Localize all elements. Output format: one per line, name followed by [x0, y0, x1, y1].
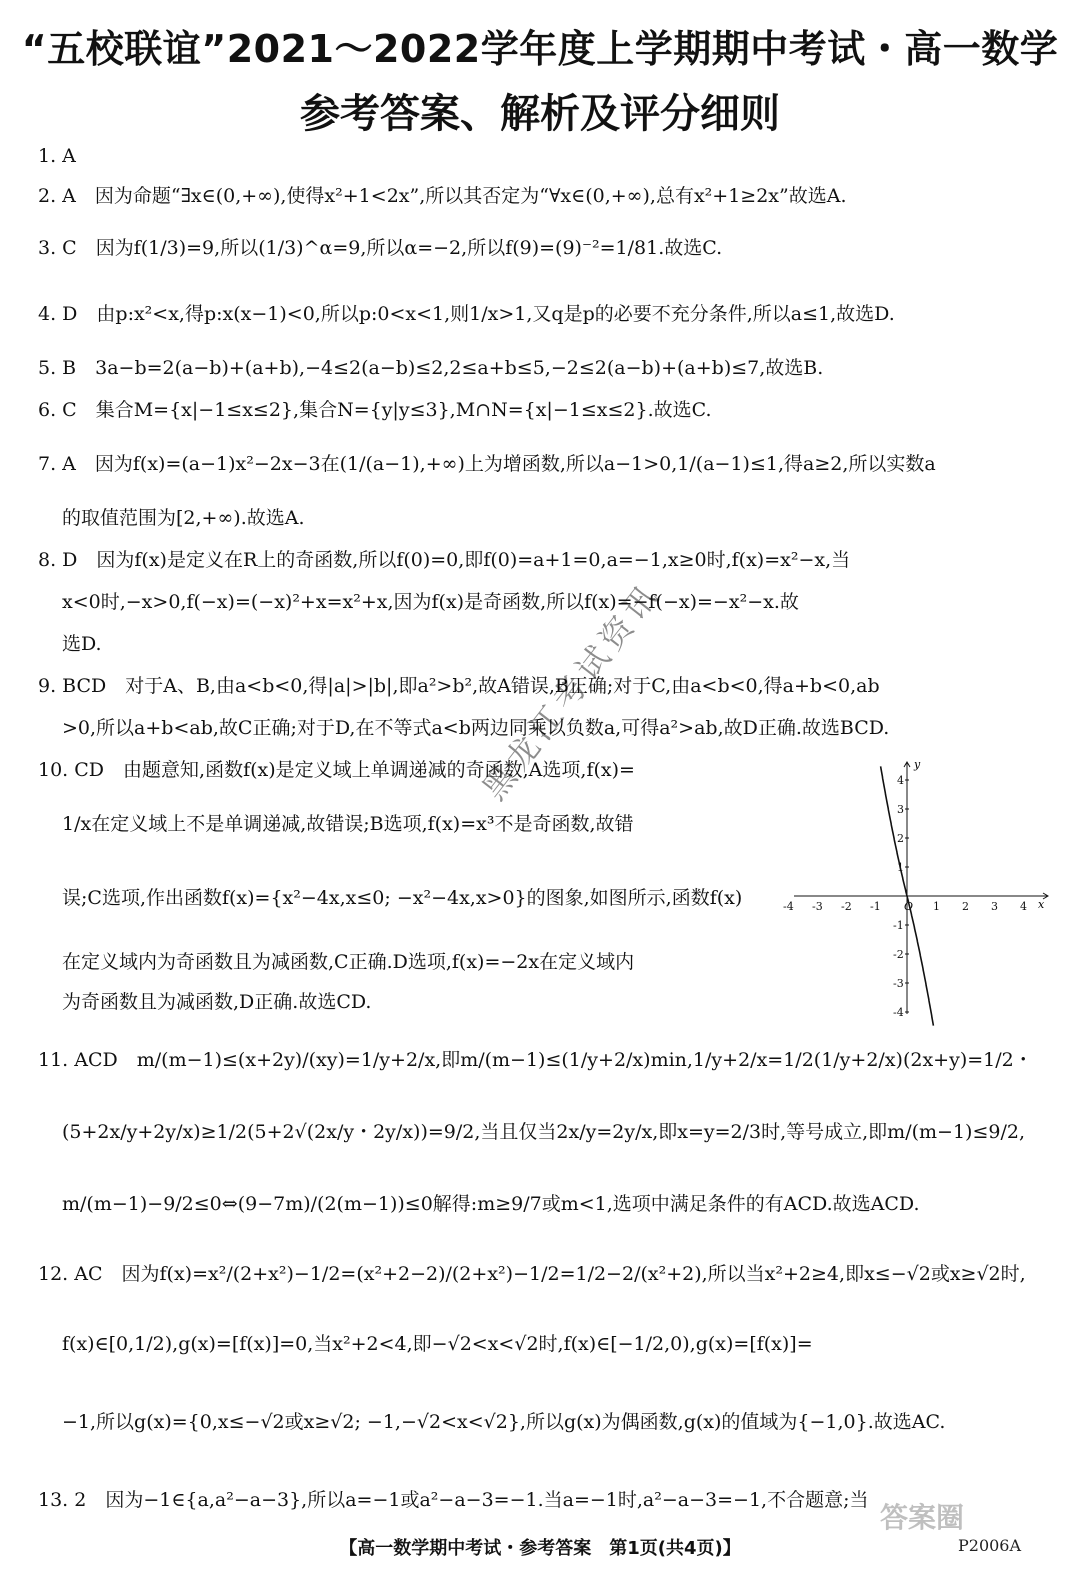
- answer-4: 4. D 由p:x²<x,得p:x(x−1)<0,所以p:0<x<1,则1/x>1,又q是p的必要不充分条件,所以a≤1,故选D.: [38, 303, 895, 325]
- document-title: “五校联谊”2021～2022学年度上学期期中考试・高一数学: [21, 27, 1059, 71]
- y-tick-label: -2: [893, 948, 904, 961]
- y-tick-label: -4: [893, 1006, 904, 1019]
- answer-12: 12. AC 因为f(x)=x²/(2+x²)−1/2=(x²+2−2)/(2+x²)−1/2=1/2−2/(x²+2),所以当x²+2≥4,即x≤−√2或x≥√2时,: [38, 1263, 1026, 1285]
- corner-watermark-stamp: 答案圈: [880, 1501, 965, 1534]
- x-tick-label: 1: [933, 900, 940, 913]
- answer-7-cont: 的取值范围为[2,+∞).故选A.: [62, 507, 305, 529]
- page-footer: 【高一数学期中考试・参考答案 第1页(共4页)】: [339, 1538, 741, 1559]
- y-tick-label: -3: [893, 977, 904, 990]
- document-subtitle: 参考答案、解析及评分细则: [300, 91, 780, 137]
- answer-8: 8. D 因为f(x)是定义在R上的奇函数,所以f(0)=0,即f(0)=a+1=0,a=−1,x≥0时,f(x)=x²−x,当: [38, 549, 851, 571]
- answer-13: 13. 2 因为−1∈{a,a²−a−3},所以a=−1或a²−a−3=−1.当a=−1时,a²−a−3=−1,不合题意;当: [38, 1489, 869, 1511]
- document-code: P2006A: [958, 1536, 1022, 1555]
- answer-9-cont: >0,所以a+b<ab,故C正确;对于D,在不等式a<b两边同乘以负数a,可得a²>ab,故D正确.故选BCD.: [62, 717, 890, 739]
- answer-11: 11. ACD m/(m−1)≤(x+2y)/(xy)=1/y+2/x,即m/(m−1)≤(1/y+2/x)min,1/y+2/x=1/2(1/y+2/x)(2x+y)=1/2・: [38, 1049, 1033, 1071]
- x-tick-label: -4: [783, 900, 794, 913]
- x-tick-label: 4: [1020, 900, 1027, 913]
- y-axis-label: y: [914, 758, 921, 771]
- answer-2: 2. A 因为命题“∃x∈(0,+∞),使得x²+1<2x”,所以其否定为“∀x∈(0,+∞),总有x²+1≥2x”故选A.: [38, 185, 847, 207]
- answer-8-cont-1: x<0时,−x>0,f(−x)=(−x)²+x=x²+x,因为f(x)是奇函数,所以f(x)=−f(−x)=−x²−x.故: [62, 591, 799, 613]
- x-tick-label: 2: [962, 900, 969, 913]
- watermark: 黑龙江考试资讯: [474, 574, 669, 808]
- answer-11-cont-2: m/(m−1)−9/2≤0⇔(9−7m)/(2(m−1))≤0解得:m≥9/7或m<1,选项中满足条件的有ACD.故选ACD.: [62, 1193, 920, 1215]
- answer-3: 3. C 因为f(1/3)=9,所以(1/3)^α=9,所以α=−2,所以f(9)=(9)⁻²=1/81.故选C.: [38, 237, 723, 259]
- answer-5: 5. B 3a−b=2(a−b)+(a+b),−4≤2(a−b)≤2,2≤a+b≤5,−2≤2(a−b)+(a+b)≤7,故选B.: [38, 357, 824, 379]
- y-tick-label: 4: [897, 774, 904, 787]
- answer-8-cont-2: 选D.: [62, 633, 102, 655]
- answer-10-cont-1: 1/x在定义域上不是单调递减,故错误;B选项,f(x)=x³不是奇函数,故错: [62, 813, 634, 835]
- answer-12-cont-1: f(x)∈[0,1/2),g(x)=[f(x)]=0,当x²+2<4,即−√2<x<√2时,f(x)∈[−1/2,0),g(x)=[f(x)]=: [62, 1333, 813, 1355]
- answer-10: 10. CD 由题意知,函数f(x)是定义域上单调递减的奇函数,A选项,f(x)=: [38, 759, 635, 781]
- graph-axes: [794, 762, 1048, 1014]
- x-tick-label: -3: [812, 900, 823, 913]
- answer-1: 1. A: [38, 145, 76, 167]
- y-tick-label: 2: [897, 832, 904, 845]
- answer-6: 6. C 集合M={x|−1≤x≤2},集合N={y|y≤3},M∩N={x|−1≤x≤2}.故选C.: [38, 399, 712, 421]
- x-tick-label: -1: [870, 900, 881, 913]
- answer-12-cont-2: −1,所以g(x)={0,x≤−√2或x≥√2; −1,−√2<x<√2},所以g(x)为偶函数,g(x)的值域为{−1,0}.故选AC.: [62, 1411, 946, 1433]
- x-axis-label: x: [1038, 898, 1045, 911]
- x-tick-label: O: [904, 900, 914, 913]
- answer-10-cont-3: 在定义域内为奇函数且为减函数,C正确.D选项,f(x)=−2x在定义域内: [62, 951, 635, 973]
- answer-7: 7. A 因为f(x)=(a−1)x²−2x−3在(1/(a−1),+∞)上为增函数,所以a−1>0,1/(a−1)≤1,得a≥2,所以实数a: [38, 453, 936, 475]
- function-graph: [783, 756, 1056, 1019]
- answer-10-cont-4: 为奇函数且为减函数,D正确.故选CD.: [62, 991, 372, 1013]
- y-tick-label: -1: [893, 919, 904, 932]
- y-tick-label: 1: [897, 861, 904, 874]
- x-tick-label: -2: [841, 900, 852, 913]
- answer-10-cont-2: 误;C选项,作出函数f(x)={x²−4x,x≤0; −x²−4x,x>0}的图象,如图所示,函数f(x): [62, 887, 743, 909]
- answer-11-cont-1: (5+2x/y+2y/x)≥1/2(5+2√(2x/y・2y/x))=9/2,当且仅当2x/y=2y/x,即x=y=2/3时,等号成立,即m/(m−1)≤9/2,: [62, 1121, 1025, 1143]
- answer-9: 9. BCD 对于A、B,由a<b<0,得|a|>|b|,即a²>b²,故A错误,B正确;对于C,由a<b<0,得a+b<0,ab: [38, 675, 880, 697]
- x-tick-label: 3: [991, 900, 998, 913]
- y-tick-label: 3: [897, 803, 904, 816]
